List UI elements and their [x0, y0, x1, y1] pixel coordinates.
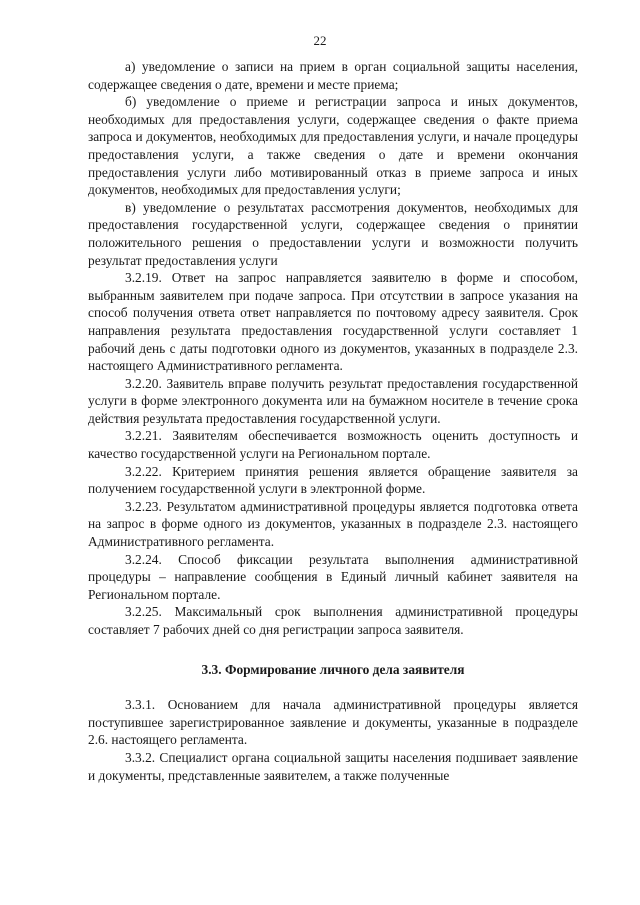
document-body: [88, 58, 578, 784]
paragraph-notice-b: б) уведомление о приеме и регистрации запроса и иных документов, необходимых для предоставления услуги, содержащее сведения о факте приема запроса и документов, необходимых для предоставления услуги, и начале процедуры предоставления услуги, а также сведения о дате и времени окончания предоставления услуги либо мотивированный отказ в приеме запроса и иных документов, необходимых для предоставления услуги;: [88, 94, 578, 198]
section-heading: 3.3. Формирование личного дела заявителя: [201, 661, 465, 677]
paragraph-3-2-24: 3.2.24. Способ фиксации результата выполнения административной процедуры – направление сообщения в Единый личный кабинет заявителя на Региональном портале.: [88, 551, 578, 602]
paragraph-3-2-25: 3.2.25. Максимальный срок выполнения административной процедуры составляет 7 рабочих дней со дня регистрации запроса заявителя.: [88, 604, 578, 637]
paragraph-notice-a: а) уведомление о записи на прием в орган социальной защиты населения, содержащее сведения о дате, времени и месте приема;: [88, 59, 578, 92]
paragraph-3-3-1: 3.3.1. Основанием для начала административной процедуры является поступившее зарегистрированное заявление и документы, указанные в подразделе 2.6. настоящего регламента.: [88, 697, 578, 748]
paragraph-3-2-22: 3.2.22. Критерием принятия решения является обращение заявителя за получением государственной услуги в электронной форме.: [88, 463, 578, 497]
page-number: 22: [313, 33, 327, 48]
paragraph-notice-c: в) уведомление о результатах рассмотрения документов, необходимых для предоставления государственной услуги, содержащее сведения о принятии положительного решения о предоставлении услуги и возможности получить результат предоставления услуги: [88, 199, 578, 268]
paragraph-3-3-2: 3.3.2. Специалист органа социальной защиты населения подшивает заявление и документы, представленные заявителем, а также полученные: [88, 749, 578, 783]
paragraph-3-2-19: 3.2.19. Ответ на запрос направляется заявителю в форме и способом, выбранным заявителем при подаче запроса. При отсутствии в запросе указания на способ получения ответа ответ направляется по почтовому адресу заявителя. Срок направления результата предоставления государственной услуги составляет 1 рабочий день с даты подготовки одного из документов, указанных в подразделе 2.3. настоящего Административного регламента.: [88, 270, 578, 374]
paragraph-3-2-21: 3.2.21. Заявителям обеспечивается возможность оценить доступность и качество государственной услуги на Региональном портале.: [88, 428, 578, 462]
paragraph-3-2-20: 3.2.20. Заявитель вправе получить результат предоставления государственной услуги в форме электронного документа или на бумажном носителе в течение срока действия результата предоставления государственной услуги.: [88, 375, 578, 426]
paragraph-3-2-23: 3.2.23. Результатом административной процедуры является подготовка ответа на запрос в форме одного из документов, указанных в подразделе 2.3. настоящего Административного регламента.: [88, 498, 578, 550]
